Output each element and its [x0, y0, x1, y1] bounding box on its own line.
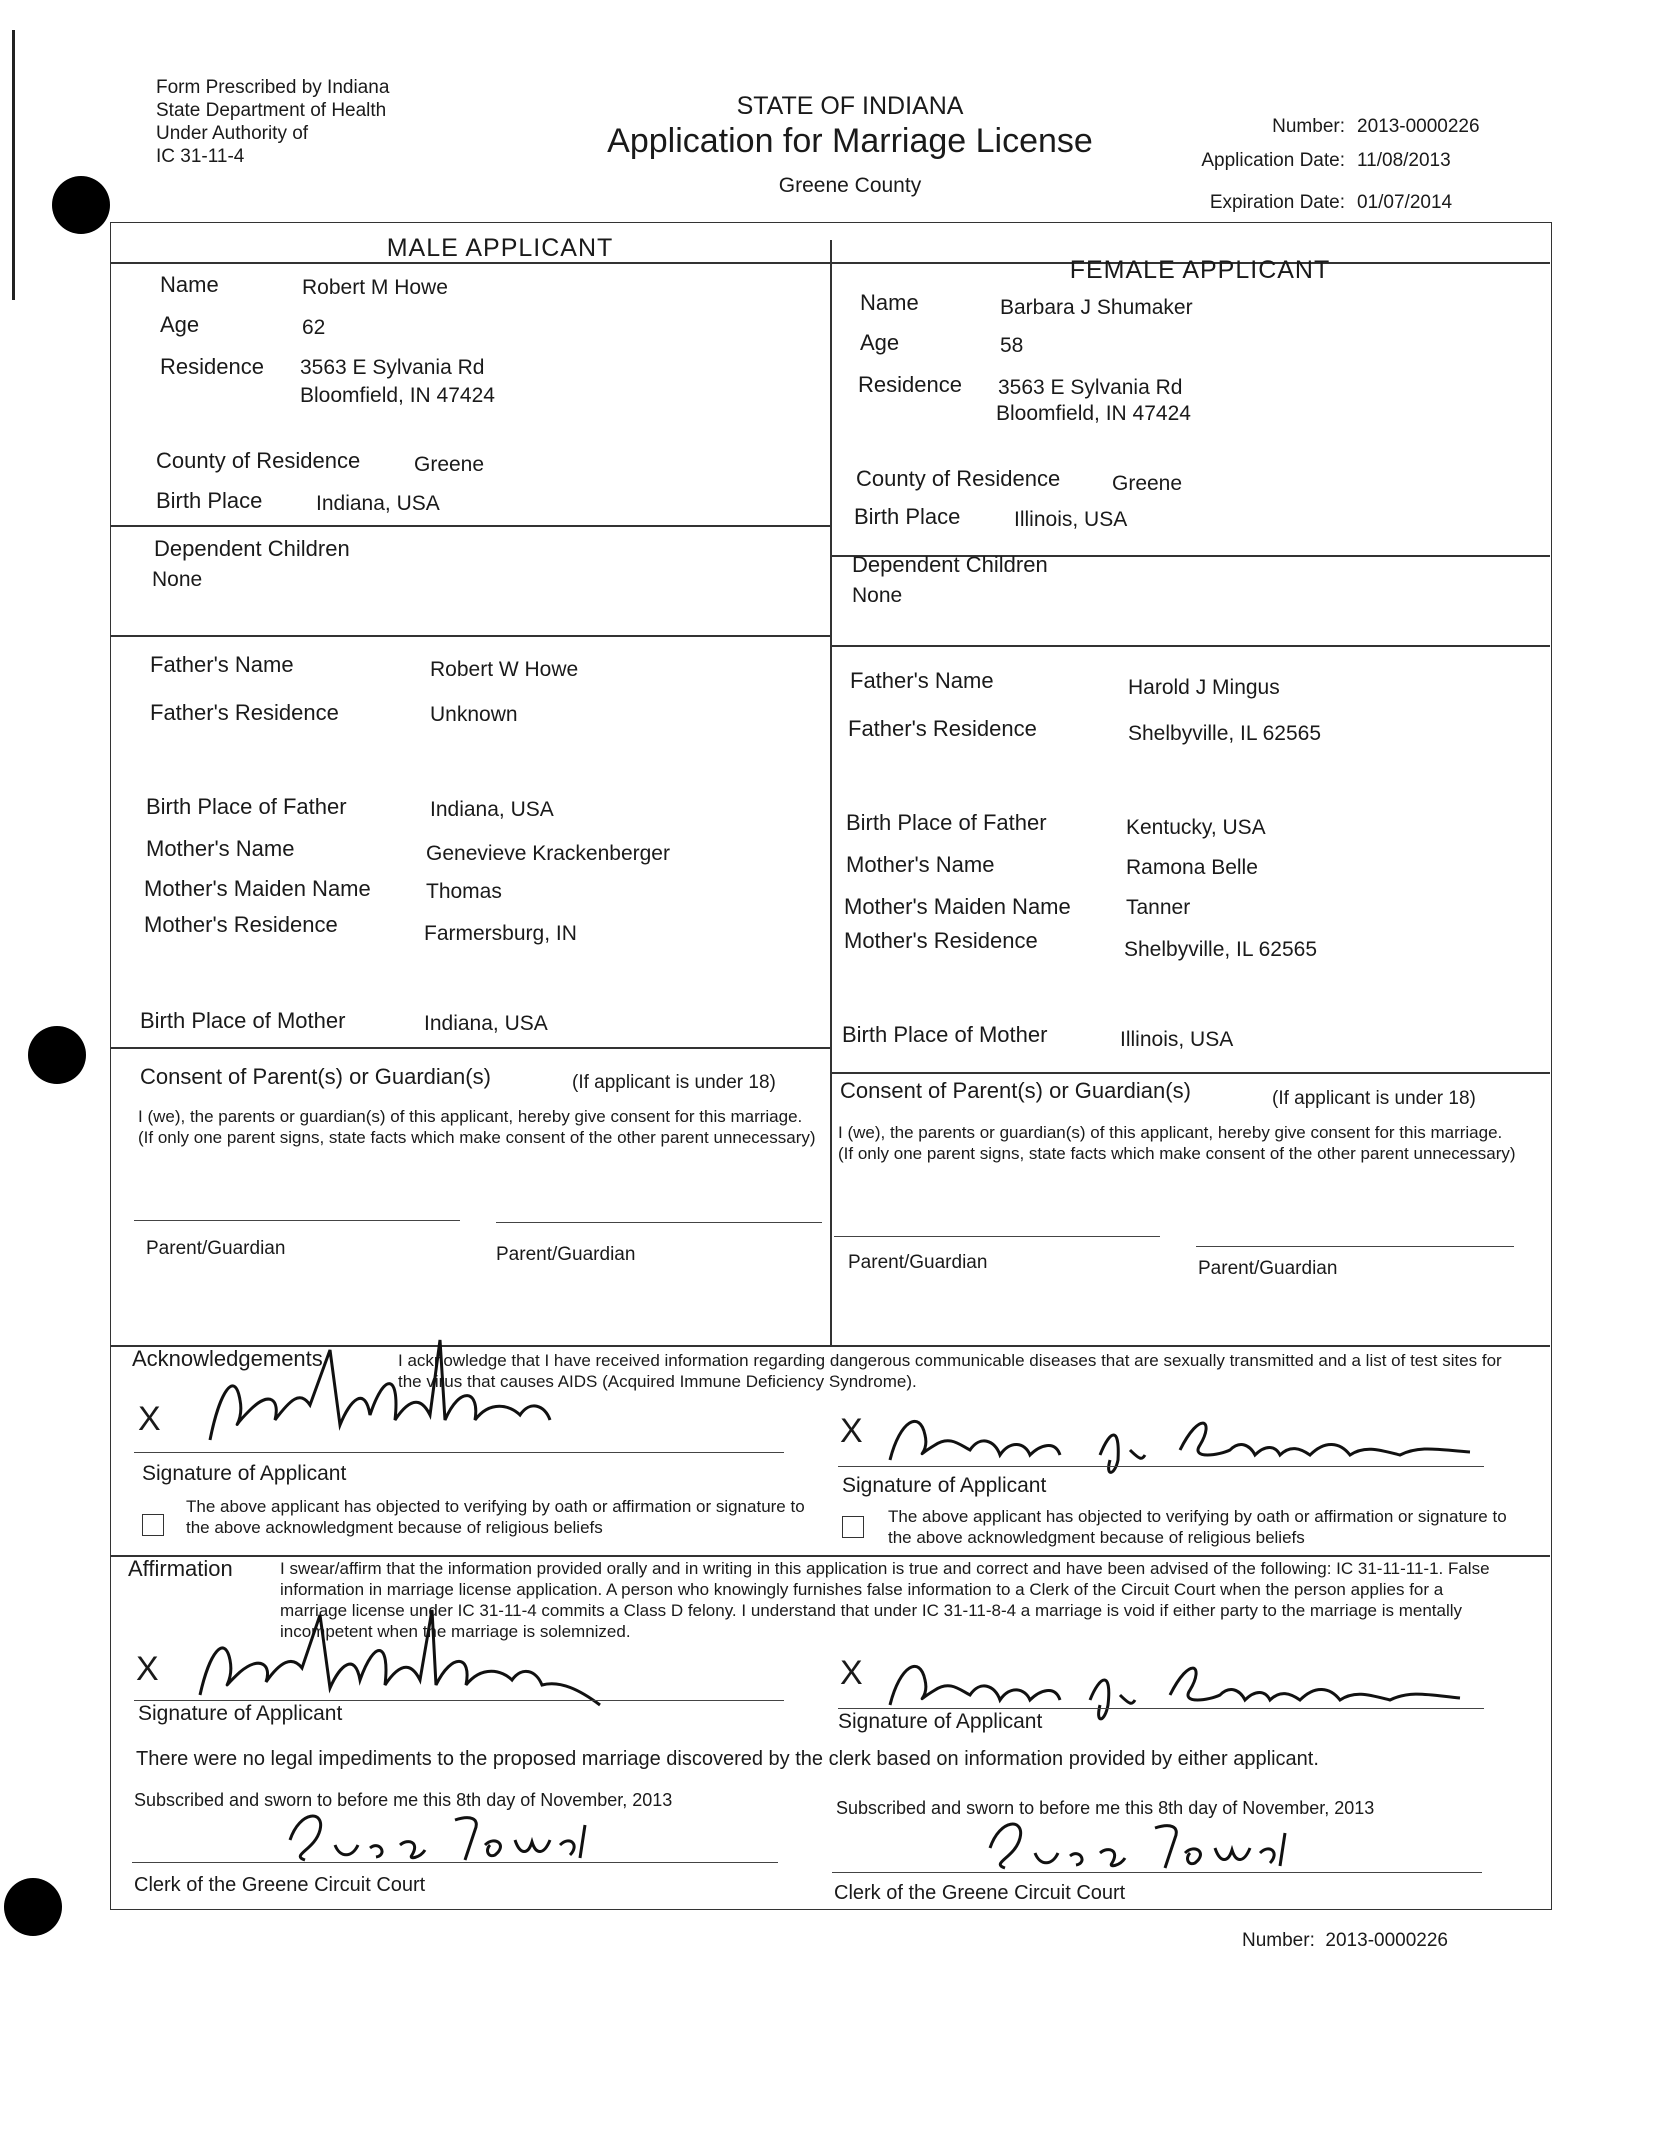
- female-ack-signature: [880, 1400, 1480, 1480]
- female-consent-text: I (we), the parents or guardian(s) of this applicant, hereby give consent for this marriage. (If only one parent signs, state facts which make consent of the other parent unnecessary): [838, 1123, 1516, 1163]
- male-aff-signature: [180, 1600, 610, 1710]
- female-ack-objection-checkbox[interactable]: [842, 1516, 864, 1538]
- expiration-date-label: Expiration Date:: [1209, 192, 1345, 213]
- female-clerk-line: [832, 1872, 1482, 1873]
- number-label: Number:: [1272, 116, 1345, 137]
- female-mother-residence-label: Mother's Residence: [844, 928, 1038, 953]
- female-county: Greene: [1112, 472, 1183, 495]
- female-residence-label: Residence: [858, 372, 962, 397]
- impediments-statement: There were no legal impediments to the proposed marriage discovered by the clerk based on information provided by either applicant.: [136, 1748, 1319, 1770]
- female-aff-x: X: [840, 1654, 863, 1692]
- female-parent2-label: Parent/Guardian: [1198, 1258, 1338, 1279]
- male-father-name-label: Father's Name: [150, 652, 294, 677]
- female-heading: FEMALE APPLICANT: [1069, 256, 1331, 284]
- female-mother-birthplace-label: Birth Place of Mother: [842, 1022, 1048, 1047]
- female-consent-note: (If applicant is under 18): [1272, 1088, 1476, 1109]
- female-father-name: Harold J Mingus: [1128, 676, 1280, 699]
- male-mother-name-label: Mother's Name: [146, 836, 295, 861]
- female-parents-rule: [830, 1072, 1550, 1074]
- binder-hole-bottom: [4, 1878, 62, 1936]
- male-ack-x: X: [138, 1400, 161, 1438]
- female-residence-line1: 3563 E Sylvania Rd: [998, 376, 1183, 399]
- female-aff-line: [838, 1708, 1484, 1709]
- footer-number-value: 2013-0000226: [1325, 1930, 1448, 1951]
- female-parent1-label: Parent/Guardian: [848, 1252, 988, 1273]
- application-date-value: 11/08/2013: [1357, 150, 1451, 171]
- female-birthplace-label: Birth Place: [854, 504, 961, 529]
- county-heading: Greene County: [778, 174, 922, 197]
- prescribed-line: IC 31-11-4: [156, 146, 245, 167]
- footer-number-label: Number:: [1242, 1930, 1315, 1951]
- male-clerk-line: [132, 1862, 778, 1863]
- acknowledgement-text: I acknowledge that I have received information regarding dangerous communicable diseases that are sexually transmitted and a list of test sites for the virus that causes AIDS (Acquired Immune Deficiency Syndrome).: [398, 1351, 1502, 1391]
- female-children-rule: [830, 645, 1550, 647]
- male-name: Robert M Howe: [302, 276, 448, 299]
- male-aff-sig-label: Signature of Applicant: [138, 1702, 343, 1725]
- binder-hole-top: [52, 176, 110, 234]
- male-mother-residence: Farmersburg, IN: [424, 922, 577, 945]
- male-mother-maiden: Thomas: [426, 880, 502, 903]
- male-father-birthplace: Indiana, USA: [430, 798, 554, 821]
- male-county-label: County of Residence: [156, 448, 361, 473]
- female-mother-name-label: Mother's Name: [846, 852, 995, 877]
- female-parent2-line: [1196, 1246, 1514, 1247]
- female-children-label: Dependent Children: [852, 552, 1048, 577]
- male-consent-title: Consent of Parent(s) or Guardian(s): [140, 1064, 491, 1089]
- female-father-birthplace: Kentucky, USA: [1126, 816, 1266, 839]
- form-title: Application for Marriage License: [607, 122, 1093, 160]
- male-mother-maiden-label: Mother's Maiden Name: [144, 876, 371, 901]
- male-aff-x: X: [136, 1650, 159, 1688]
- female-county-label: County of Residence: [856, 466, 1061, 491]
- male-father-residence-label: Father's Residence: [150, 700, 339, 725]
- male-consent-text: I (we), the parents or guardian(s) of this applicant, hereby give consent for this marriage. (If only one parent signs, state facts which make consent of the other parent unnecessary): [138, 1107, 816, 1147]
- prescribed-line: Form Prescribed by Indiana: [156, 77, 390, 98]
- state-heading: STATE OF INDIANA: [736, 92, 964, 120]
- expiration-date-value: 01/07/2014: [1357, 192, 1453, 213]
- male-mother-residence-label: Mother's Residence: [144, 912, 338, 937]
- male-mother-name: Genevieve Krackenberger: [426, 842, 670, 865]
- female-father-residence: Shelbyville, IL 62565: [1128, 722, 1322, 745]
- number-value: 2013-0000226: [1357, 116, 1480, 137]
- application-date: [1180, 150, 1451, 172]
- female-mother-name: Ramona Belle: [1126, 856, 1258, 879]
- male-parent1-line: [134, 1220, 460, 1221]
- acknowledgement-rule: [110, 1555, 1550, 1557]
- female-clerk-signature: [980, 1808, 1320, 1878]
- male-residence-label: Residence: [160, 354, 264, 379]
- male-age: 62: [302, 316, 326, 339]
- license-number: [1180, 116, 1480, 138]
- female-mother-residence: Shelbyville, IL 62565: [1124, 938, 1318, 961]
- male-parents-rule: [110, 1047, 830, 1049]
- male-consent-note: (If applicant is under 18): [572, 1072, 776, 1093]
- female-ack-objection-text: The above applicant has objected to verifying by oath or affirmation or signature to the above acknowledgment because of religious beliefs: [888, 1507, 1507, 1547]
- male-residence-line2: Bloomfield, IN 47424: [300, 384, 495, 407]
- prescribed-note: [156, 76, 389, 168]
- male-birthplace: Indiana, USA: [316, 492, 440, 515]
- male-father-residence: Unknown: [430, 703, 518, 726]
- female-ack-line: [838, 1466, 1484, 1467]
- male-ack-signature: [190, 1330, 570, 1460]
- male-parent1-label: Parent/Guardian: [146, 1238, 286, 1259]
- female-birthplace: Illinois, USA: [1014, 508, 1128, 531]
- binder-hole-middle: [28, 1026, 86, 1084]
- female-children: None: [852, 584, 903, 607]
- male-age-label: Age: [160, 312, 200, 337]
- female-parent1-line: [834, 1236, 1160, 1237]
- female-clerk-label: Clerk of the Greene Circuit Court: [834, 1882, 1126, 1904]
- male-heading: MALE APPLICANT: [386, 234, 614, 262]
- prescribed-line: Under Authority of: [156, 123, 309, 144]
- female-father-residence-label: Father's Residence: [848, 716, 1037, 741]
- expiration-date: [1180, 192, 1452, 214]
- female-mother-birthplace: Illinois, USA: [1120, 1028, 1234, 1051]
- male-father-name: Robert W Howe: [430, 658, 579, 681]
- acknowledgement-label: Acknowledgements: [132, 1346, 323, 1371]
- male-children-label: Dependent Children: [154, 536, 350, 561]
- female-ack-sig-label: Signature of Applicant: [842, 1474, 1047, 1497]
- male-county: Greene: [414, 453, 485, 476]
- male-clerk-label: Clerk of the Greene Circuit Court: [134, 1874, 426, 1896]
- prescribed-line: State Department of Health: [156, 100, 387, 121]
- male-clerk-signature: [280, 1800, 620, 1870]
- female-mother-maiden: Tanner: [1126, 896, 1191, 919]
- affirmation-text: I swear/affirm that the information provided orally and in writing in this application is true and correct and have been advised of the following: IC 31-11-11-1. False information in marriage license application. A person who knowingly furnishes false information to a Clerk of the Circuit Court when the person applies for a marriage license under IC 31-11-4 commits a Class D felony. I understand that under IC 31-11-8-4 a marriage is void if either party to the marriage is mentally incompetent when the marriage is solemnized.: [280, 1559, 1490, 1641]
- scan-edge: [12, 30, 15, 300]
- male-subscribed-text: Subscribed and sworn to before me this 8th day of November, 2013: [134, 1790, 673, 1810]
- female-subscribed-text: Subscribed and sworn to before me this 8th day of November, 2013: [836, 1798, 1375, 1818]
- application-date-label: Application Date:: [1201, 150, 1345, 171]
- male-mother-birthplace-label: Birth Place of Mother: [140, 1008, 346, 1033]
- female-ack-x: X: [840, 1412, 863, 1450]
- female-name: Barbara J Shumaker: [1000, 296, 1193, 319]
- female-consent-title: Consent of Parent(s) or Guardian(s): [840, 1078, 1191, 1103]
- male-mother-birthplace: Indiana, USA: [424, 1012, 548, 1035]
- female-aff-sig-label: Signature of Applicant: [838, 1710, 1043, 1733]
- female-name-label: Name: [860, 290, 919, 315]
- male-ack-sig-label: Signature of Applicant: [142, 1462, 347, 1485]
- female-father-name-label: Father's Name: [850, 668, 994, 693]
- male-ack-line: [134, 1452, 784, 1453]
- footer-number: [1242, 1930, 1448, 1952]
- male-father-birthplace-label: Birth Place of Father: [146, 794, 347, 819]
- male-parent2-line: [496, 1222, 822, 1223]
- male-children-rule: [110, 635, 830, 637]
- male-ack-objection-text: The above applicant has objected to verifying by oath or affirmation or signature to the above acknowledgment because of religious beliefs: [186, 1497, 805, 1537]
- male-ack-objection-checkbox[interactable]: [142, 1514, 164, 1536]
- male-parent2-label: Parent/Guardian: [496, 1244, 636, 1265]
- female-father-birthplace-label: Birth Place of Father: [846, 810, 1047, 835]
- affirmation-label: Affirmation: [128, 1556, 233, 1581]
- male-info-rule: [110, 525, 830, 527]
- female-mother-maiden-label: Mother's Maiden Name: [844, 894, 1071, 919]
- female-age: 58: [1000, 334, 1024, 357]
- male-name-label: Name: [160, 272, 219, 297]
- male-residence-line1: 3563 E Sylvania Rd: [300, 356, 485, 379]
- male-children: None: [152, 568, 203, 591]
- female-age-label: Age: [860, 330, 900, 355]
- female-residence-line2: Bloomfield, IN 47424: [996, 402, 1191, 425]
- male-aff-line: [134, 1700, 784, 1701]
- column-divider: [830, 240, 832, 1345]
- male-birthplace-label: Birth Place: [156, 488, 263, 513]
